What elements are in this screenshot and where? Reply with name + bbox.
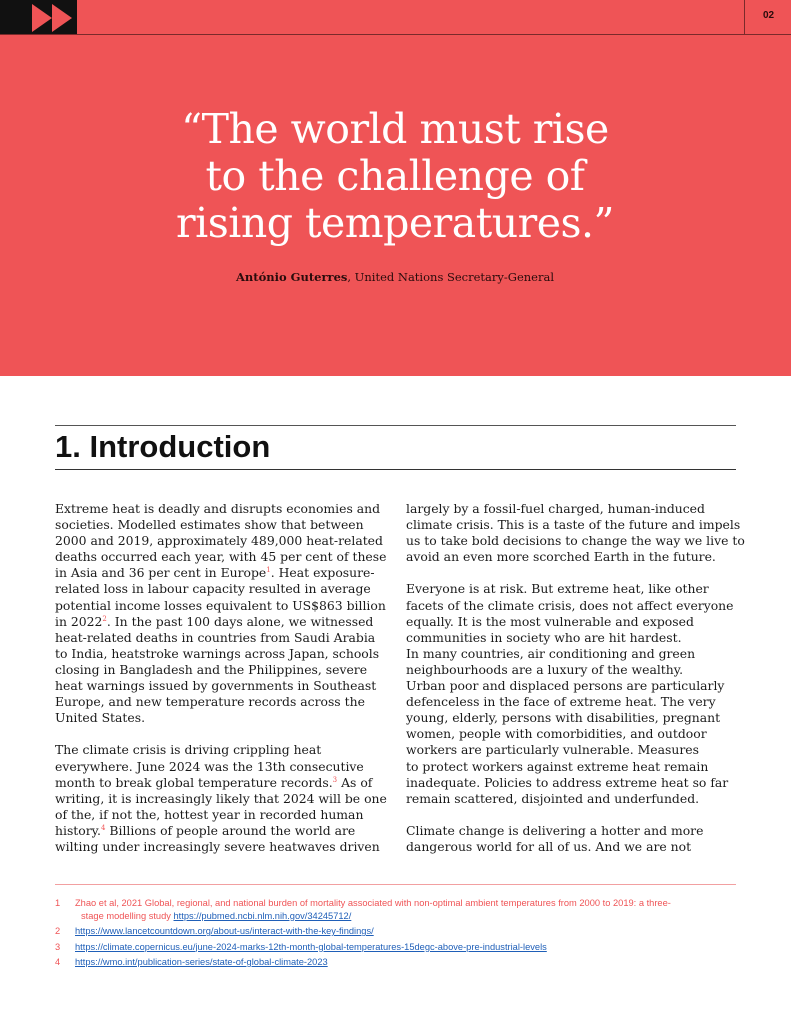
text-run: everywhere. June 2024 was the 13th consecutive [55, 758, 364, 774]
section-heading: 1. Introduction [55, 429, 271, 464]
body-column-left [55, 501, 385, 855]
text-run: neighbourhoods are a luxury of the wealthy. [406, 661, 684, 677]
text-run: Climate change is delivering a hotter and more [406, 822, 704, 838]
body-text-line [55, 581, 385, 597]
body-text-line [406, 791, 738, 807]
text-run: communities in society who are hit hardest. [406, 629, 682, 645]
text-run: remain scattered, disjointed and underfunded. [406, 790, 700, 806]
body-text-line [406, 775, 738, 791]
heading-rule-top [55, 425, 736, 426]
text-run: Billions of people around the world are [105, 822, 356, 838]
body-text-line [406, 726, 738, 742]
text-run: 2000 and 2019, approximately 489,000 heat-related [55, 533, 383, 549]
text-run: Extreme heat is deadly and disrupts economies and [55, 501, 381, 516]
text-run: facets of the climate crisis, does not affect everyone [406, 597, 734, 613]
logo [0, 0, 77, 34]
quote-attribution [95, 270, 695, 284]
text-run: largely by a fossil-fuel charged, human-induced [406, 501, 705, 516]
footnote-marker[interactable]: 2 [102, 614, 107, 623]
text-run: As of [337, 774, 373, 790]
footnote-3 [55, 941, 740, 954]
text-run: workers are particularly vulnerable. Measures [406, 742, 699, 758]
body-text-line [406, 533, 745, 549]
body-text-line [406, 581, 738, 597]
body-text-line [406, 839, 738, 855]
footnote-marker[interactable]: 4 [100, 823, 106, 832]
text-run: . Heat exposure- [270, 565, 375, 581]
body-text-line [55, 759, 385, 775]
text-run: young, elderly, persons with disabilities, pregnant [406, 710, 721, 726]
footnote-text: Zhao et al, 2021 Global, regional, and national burden of mortality associated with non-optimal ambient temperatures from 2000 to 2019: a three- [75, 898, 671, 908]
footnote-link[interactable]: https://pubmed.ncbi.nlm.nih.gov/34245712/ [173, 910, 352, 921]
body-text-line [406, 646, 738, 662]
pull-quote [95, 106, 695, 247]
body-text-line [55, 549, 385, 565]
footnote-4 [55, 956, 740, 969]
body-column-right [406, 501, 745, 855]
body-text-line [55, 710, 385, 726]
page-number-box [744, 0, 791, 34]
footnote-text: stage modelling study [81, 910, 174, 921]
speaker-title: , United Nations Secretary-General [347, 270, 555, 284]
footnote-link[interactable]: https://wmo.int/publication-series/state-of-global-climate-2023 [75, 957, 328, 967]
body-text-line [55, 646, 385, 662]
footnote-number: 1 [55, 898, 61, 908]
text-run: heat warnings issued by governments in Southeast [55, 678, 377, 694]
footnote-1 [55, 897, 740, 922]
top-bar [0, 0, 791, 35]
body-text-line [406, 678, 738, 694]
body-text-line [406, 630, 738, 646]
body-text-line [406, 517, 741, 533]
body-text-line [406, 710, 738, 726]
text-run: defenceless in the face of extreme heat. The very [406, 694, 716, 710]
body-text-line [55, 791, 385, 807]
footnote-link[interactable]: https://www.lancetcountdown.org/about-us/interact-with-the-key-findings/ [75, 926, 374, 936]
text-run: Everyone is at risk. But extreme heat, like other [406, 581, 709, 597]
body-text-line [406, 549, 738, 565]
footnote-2 [55, 925, 740, 938]
body-text-line [406, 694, 738, 710]
footnote-number: 2 [55, 926, 61, 936]
body-text-line [406, 501, 738, 517]
text-run: history. [55, 822, 101, 838]
paragraph-gap [406, 807, 738, 823]
body-text-line [406, 823, 738, 839]
body-text-line [55, 565, 385, 581]
footnote-marker[interactable]: 3 [332, 775, 338, 784]
text-run: of the, if not the, hottest year in recorded human [55, 806, 364, 822]
body-text-line [55, 630, 385, 646]
body-text-line [55, 823, 385, 839]
body-text-line [55, 678, 385, 694]
body-text-line [55, 662, 385, 678]
quote-line: to the challenge of [205, 152, 585, 200]
body-text-line [55, 533, 385, 549]
text-run: In many countries, air conditioning and green [406, 645, 696, 661]
text-run: societies. Modelled estimates show that between [55, 517, 364, 533]
body-text-line [55, 775, 385, 791]
footnote-number: 4 [55, 957, 61, 967]
double-chevron-icon [30, 2, 78, 34]
body-text-line [55, 517, 385, 533]
text-run: month to break global temperature records. [55, 774, 333, 790]
text-run: in 2022 [55, 613, 103, 629]
text-run: to India, heatstroke warnings across Japan, schools [55, 645, 380, 661]
text-run: deaths occurred each year, with 45 per cent of these [55, 549, 387, 565]
body-text-line [406, 614, 738, 630]
footnote-rule [55, 884, 736, 885]
text-run: potential income losses equivalent to US$863 billion [55, 597, 386, 613]
text-run: closing in Bangladesh and the Philippines, severe [55, 661, 368, 677]
text-run: related loss in labour capacity resulted in average [55, 581, 371, 597]
text-run: equally. It is the most vulnerable and exposed [406, 613, 694, 629]
text-run: Europe, and new temperature records across the [55, 694, 365, 710]
quote-line: rising temperatures.” [176, 199, 614, 247]
page-number: 02 [762, 10, 775, 21]
text-run: The climate crisis is driving crippling heat [55, 742, 322, 758]
text-run: United States. [55, 710, 146, 726]
text-run: in Asia and 36 per cent in Europe [55, 565, 267, 581]
body-text-line [406, 759, 738, 775]
text-run: Urban poor and displaced persons are particularly [406, 678, 725, 694]
footnotes [55, 897, 740, 972]
body-text-line [55, 694, 385, 710]
text-run: us to take bold decisions to change the way we live to [406, 533, 745, 549]
body-text-line [55, 839, 385, 855]
text-run: heat-related deaths in countries from Saudi Arabia [55, 629, 376, 645]
body-text-line [55, 614, 385, 630]
heading-rule-bottom [55, 469, 736, 470]
body-text-line [55, 501, 385, 517]
text-run: to protect workers against extreme heat remain [406, 758, 709, 774]
paragraph-gap [406, 565, 738, 581]
text-run: women, people with comorbidities, and outdoor [406, 726, 707, 742]
text-run: climate crisis. This is a taste of the future and impels [406, 517, 741, 533]
text-run: . In the past 100 days alone, we witnessed [106, 613, 374, 629]
body-text-line [55, 807, 385, 823]
text-run: wilting under increasingly severe heatwaves driven [55, 838, 380, 854]
body-text-line [406, 662, 738, 678]
speaker-name: António Guterres [235, 270, 348, 284]
paragraph-gap [55, 726, 385, 742]
text-run: writing, it is increasingly likely that 2024 will be one [55, 790, 387, 806]
body-text-line [406, 598, 738, 614]
text-run: avoid an even more scorched Earth in the future. [406, 549, 716, 565]
text-run: inadequate. Policies to address extreme heat so far [406, 774, 729, 790]
body-text-line [55, 598, 385, 614]
footnote-marker[interactable]: 1 [266, 566, 271, 575]
body-text-line [406, 742, 738, 758]
body-text-line [55, 742, 385, 758]
footnote-number: 3 [55, 941, 61, 952]
quote-line: “The world must rise [181, 105, 609, 153]
footnote-link[interactable]: https://climate.copernicus.eu/june-2024-marks-12th-month-global-temperatures-15degc-above-pre-industrial-levels [75, 941, 547, 952]
text-run: dangerous world for all of us. And we are not [406, 838, 692, 854]
quote-banner [0, 0, 791, 376]
